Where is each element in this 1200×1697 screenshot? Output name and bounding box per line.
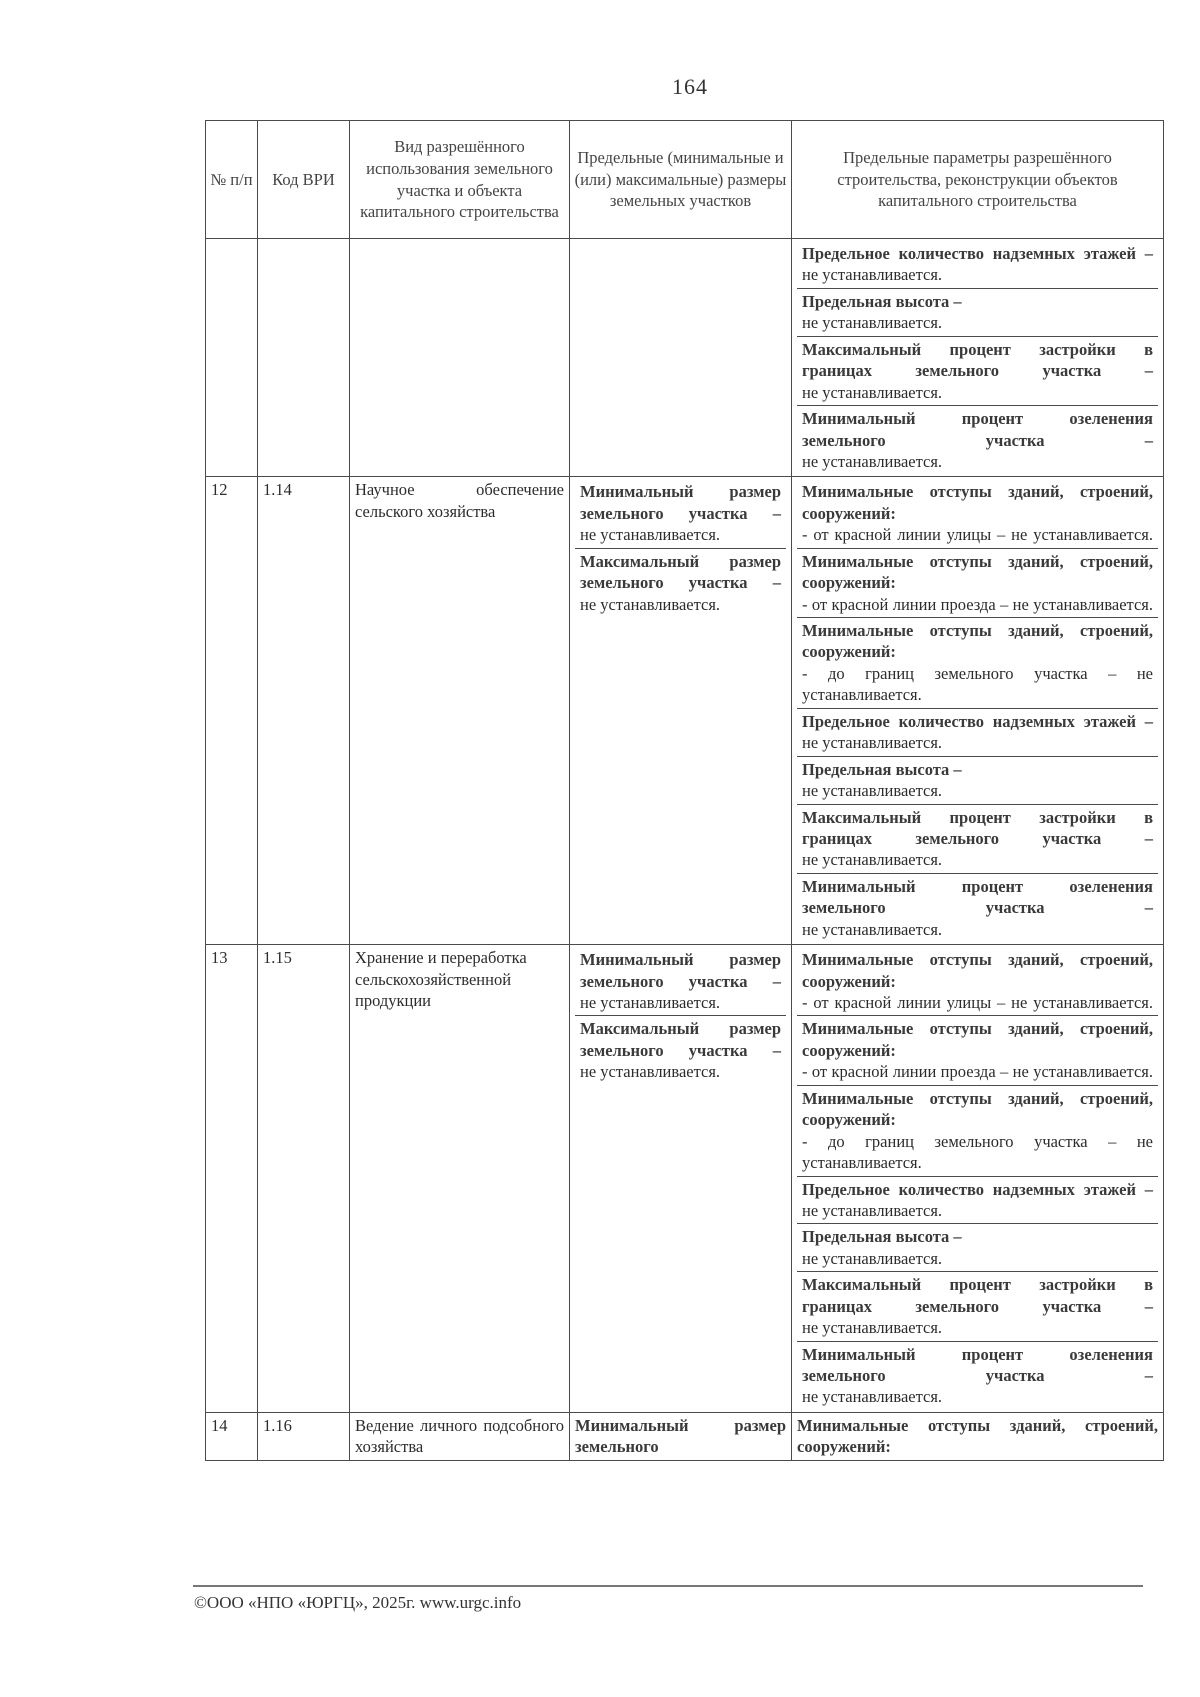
param-block: Предельная высота – не устанавливается. (797, 1223, 1158, 1271)
param-block: Минимальный процент озеленения земельного участка – не устанавливается. (797, 405, 1158, 474)
param-block: Предельное количество надземных этажей – не устанавливается. (802, 244, 1153, 285)
size-block: Минимальный размер земельного участка – не устанавливается. (580, 482, 781, 545)
cell-empty (206, 239, 258, 477)
row-code: 1.16 (258, 1412, 350, 1460)
row-number: 12 (206, 477, 258, 945)
cell-empty (350, 239, 570, 477)
param-block: Минимальный процент озеленения земельного участка – не устанавливается. (797, 1341, 1158, 1410)
param-block: Минимальные отступы зданий, строений, сооружений: - от красной линии улицы – не устанавливается. (802, 482, 1153, 545)
cell-empty (570, 239, 792, 477)
header-code: Код ВРИ (258, 121, 350, 239)
row-number: 13 (206, 945, 258, 1413)
param-block: Минимальные отступы зданий, строений, сооружений: - до границ земельного участка – не устанавливается. (797, 617, 1158, 708)
param-block: Максимальный процент застройки в границах земельного участка – не устанавливается. (797, 804, 1158, 873)
sizes-cell (570, 477, 792, 945)
param-block: Максимальный процент застройки в границах земельного участка – не устанавливается. (797, 1271, 1158, 1340)
header-plot-sizes: Предельные (минимальные и (или) максимальные) размеры земельных участков (570, 121, 792, 239)
row-usage-name: Хранение и переработка сельскохозяйственной продукции (350, 945, 570, 1413)
header-usage-kind: Вид разрешённого использования земельного участка и объекта капитального строительства (350, 121, 570, 239)
table-row-continuation (206, 239, 1164, 477)
cell-empty (258, 239, 350, 477)
size-block: Максимальный размер земельного участка – не устанавливается. (575, 1015, 786, 1084)
param-block: Минимальные отступы зданий, строений, сооружений: (792, 1412, 1164, 1460)
row-usage-name: Ведение личного подсобного хозяйства (350, 1412, 570, 1460)
param-block: Предельное количество надземных этажей – не устанавливается. (797, 708, 1158, 756)
param-block: Минимальные отступы зданий, строений, сооружений: - от красной линии проезда – не устанавливается. (797, 1015, 1158, 1084)
param-block: Предельное количество надземных этажей – не устанавливается. (797, 1176, 1158, 1224)
params-cell (792, 945, 1164, 1413)
size-block: Максимальный размер земельного участка – не устанавливается. (575, 548, 786, 617)
footer-divider (193, 1585, 1143, 1587)
row-code: 1.15 (258, 945, 350, 1413)
sizes-cell (570, 945, 792, 1413)
page-number: 164 (672, 74, 708, 99)
param-block: Минимальный процент озеленения земельного участка – не устанавливается. (797, 873, 1158, 942)
footer-copyright: ©ООО «НПО «ЮРГЦ», 2025г. www.urgc.info (194, 1593, 522, 1612)
params-cell (792, 239, 1164, 477)
param-block: Минимальные отступы зданий, строений, сооружений: - от красной линии проезда – не устанавливается. (797, 548, 1158, 617)
table-row (206, 945, 1164, 1413)
size-block: Минимальный размер земельного (570, 1412, 792, 1460)
param-block: Минимальные отступы зданий, строений, сооружений: - до границ земельного участка – не устанавливается. (797, 1085, 1158, 1176)
row-usage-name: Научное обеспечение сельского хозяйства (350, 477, 570, 945)
table-row (206, 477, 1164, 945)
header-building-params: Предельные параметры разрешённого строительства, реконструкции объектов капитального строительства (792, 121, 1164, 239)
param-block: Максимальный процент застройки в границах земельного участка – не устанавливается. (797, 336, 1158, 405)
table-header-row (206, 121, 1164, 239)
row-code: 1.14 (258, 477, 350, 945)
table-row (206, 1412, 1164, 1460)
land-use-rules-table (205, 120, 1164, 1461)
params-cell (792, 477, 1164, 945)
param-block: Минимальные отступы зданий, строений, сооружений: - от красной линии улицы – не устанавливается. (802, 950, 1153, 1012)
param-block: Предельная высота – не устанавливается. (797, 756, 1158, 804)
row-number: 14 (206, 1412, 258, 1460)
size-block: Минимальный размер земельного участка – не устанавливается. (580, 950, 781, 1012)
header-row-number: № п/п (206, 121, 258, 239)
param-block: Предельная высота – не устанавливается. (797, 288, 1158, 336)
